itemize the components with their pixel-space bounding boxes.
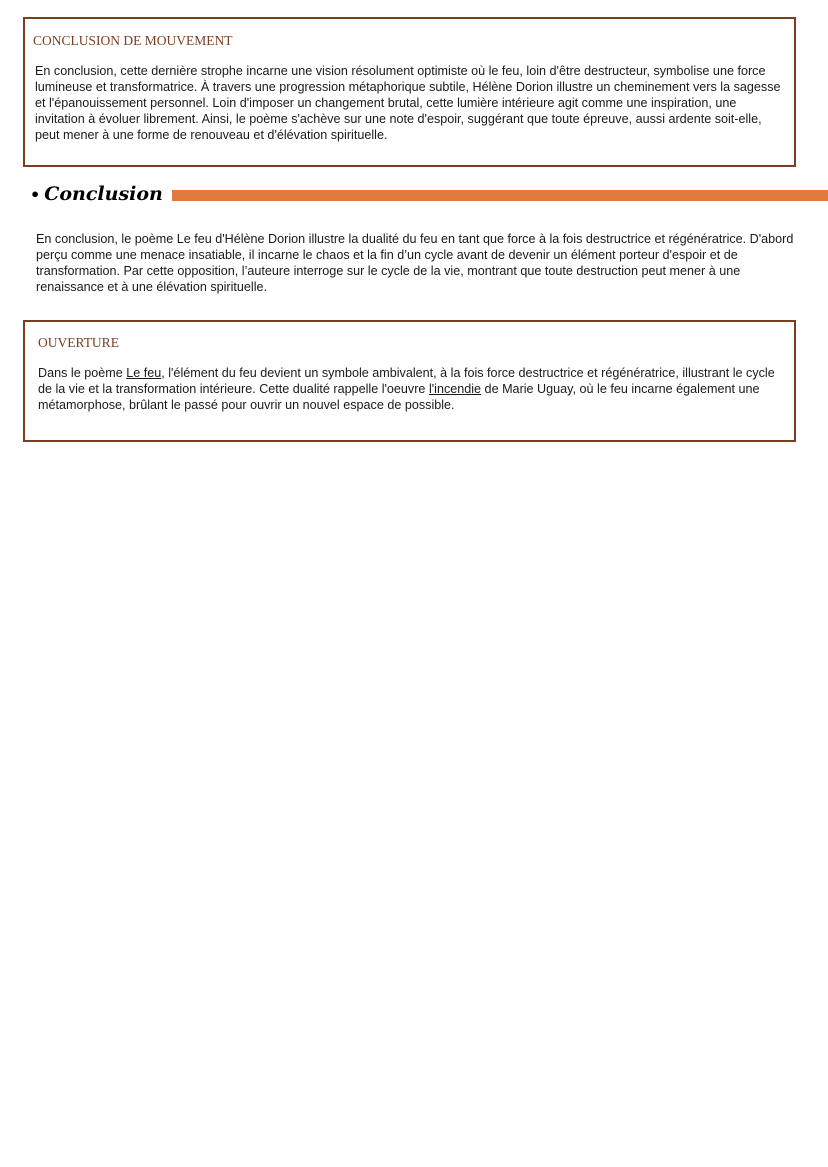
section-title: Conclusion bbox=[44, 183, 163, 205]
text-segment: , l'élément du feu devient un symbole ambivalent, à la fois force destructrice et régénératrice, illustrant le cycle de la vie et la transformation intérieure. Cette dualité rappelle l'oeuvre bbox=[38, 366, 775, 396]
text-segment: Dans le poème bbox=[38, 366, 127, 380]
text-segment: de Marie Uguay, où le feu incarne également une métamorphose, brûlant le passé pour ouvrir un nouvel espace de possible. bbox=[38, 382, 760, 412]
box-text: En conclusion, cette dernière strophe incarne une vision résolument optimiste où le feu, loin d'être destructeur, symbolise une force lumineuse et transformatrice. À travers une progression métaphorique subtile, Hélène Dorion illustre un cheminement vers la sagesse et l'épanouissement personnel. Loin d'imposer un changement brutal, cette lumière intérieure agit comme une inspiration, une invitation à évoluer librement. Ainsi, le poème s'achève sur une note d'espoir, suggérant que toute épreuve, aussi ardente soit-elle, peut mener à une forme de renouveau et d'élévation spirituelle. bbox=[35, 64, 781, 142]
ouverture-paragraph bbox=[38, 365, 788, 413]
section-heading-conclusion bbox=[30, 180, 828, 208]
underlined-title-lincendie: l'incendie bbox=[428, 382, 482, 396]
box-title: CONCLUSION DE MOUVEMENT bbox=[33, 33, 233, 48]
conclusion-mouvement-box bbox=[23, 17, 796, 167]
underlined-title-le-feu: Le feu bbox=[126, 366, 162, 380]
bullet-icon: • bbox=[30, 184, 41, 204]
box-title: OUVERTURE bbox=[38, 335, 119, 350]
ouverture-box bbox=[23, 320, 796, 442]
conclusion-paragraph: En conclusion, le poème Le feu d'Hélène Dorion illustre la dualité du feu en tant que force à la fois destructrice et régénératrice. D'abord perçu comme une menace insatiable, il incarne le chaos et la fin d’un cycle avant de devenir un élément porteur d'espoir et de transformation. Par cette opposition, l’auteure interroge sur le cycle de la vie, montrant que toute destruction peut mener à une renaissance et à une élévation spirituelle. bbox=[36, 232, 794, 294]
accent-bar bbox=[172, 190, 828, 201]
